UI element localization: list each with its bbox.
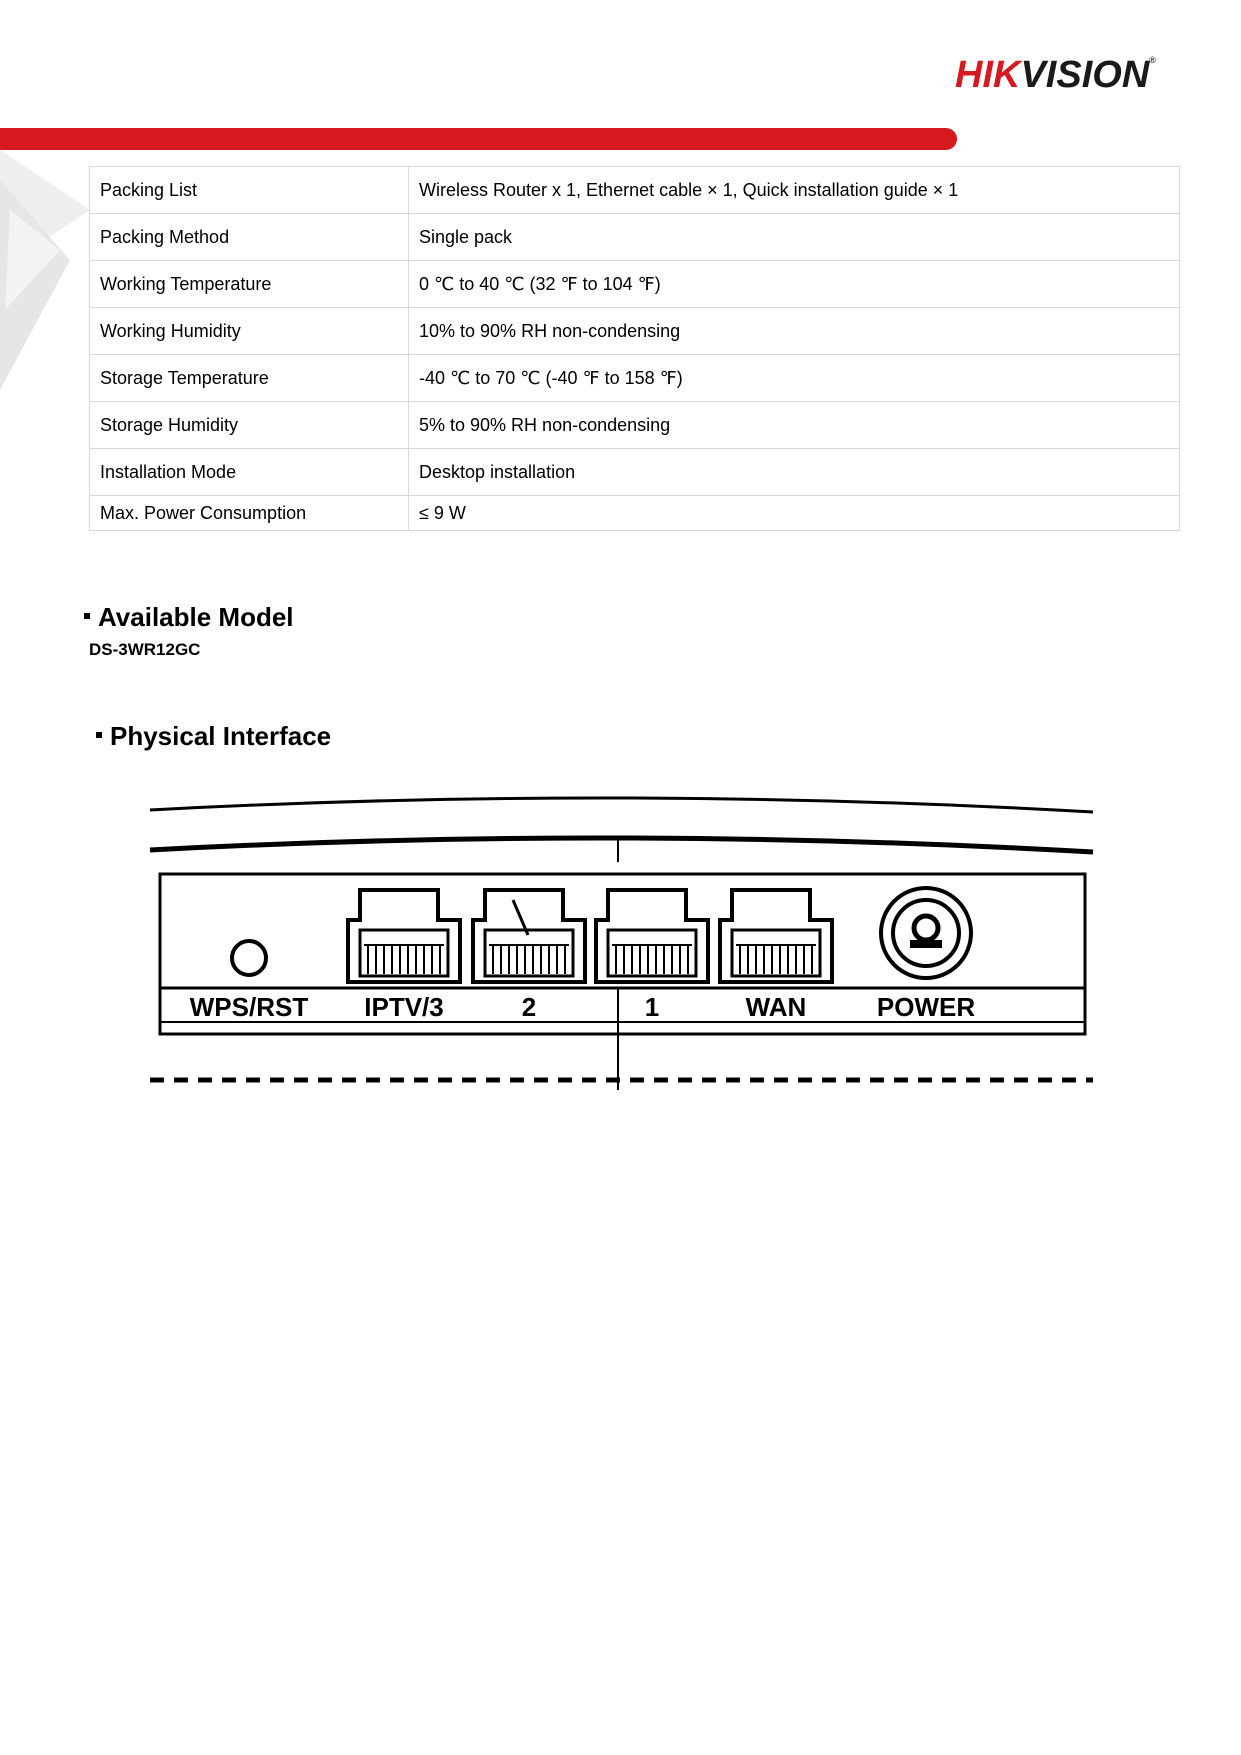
decorative-triangles (0, 150, 90, 390)
available-model-title: Available Model (98, 602, 294, 632)
logo-primary: HIK (955, 54, 1021, 96)
table-row (90, 449, 1180, 496)
available-model-heading (84, 604, 294, 630)
ethernet-port-icon (473, 890, 585, 982)
spec-table (89, 166, 1180, 531)
ethernet-port-icon (348, 890, 460, 982)
hikvision-logo (955, 56, 1156, 94)
spec-label: Packing List (90, 167, 409, 214)
power-jack-icon (881, 888, 971, 978)
spec-value: Single pack (409, 214, 1180, 261)
table-row (90, 355, 1180, 402)
table-row (90, 167, 1180, 214)
spec-label: Working Humidity (90, 308, 409, 355)
spec-value: Desktop installation (409, 449, 1180, 496)
ethernet-port-icon (720, 890, 832, 982)
port-label-iptv: IPTV/3 (364, 992, 444, 1022)
spec-label: Installation Mode (90, 449, 409, 496)
spec-label: Working Temperature (90, 261, 409, 308)
bullet-icon (84, 613, 90, 619)
spec-value: -40 ℃ to 70 ℃ (-40 ℉ to 158 ℉) (409, 355, 1180, 402)
logo-registered-mark: ® (1149, 55, 1156, 65)
spec-label: Storage Humidity (90, 402, 409, 449)
wps-button-icon (232, 941, 266, 975)
table-row (90, 214, 1180, 261)
router-rear-panel-diagram (148, 790, 1098, 1090)
physical-interface-title: Physical Interface (110, 721, 332, 751)
header-red-bar (0, 128, 957, 150)
logo-secondary: VISION (1020, 54, 1150, 96)
spec-label: Max. Power Consumption (90, 496, 409, 531)
spec-value: Wireless Router x 1, Ethernet cable × 1, Quick installation guide × 1 (409, 167, 1180, 214)
port-label-wan: WAN (745, 992, 807, 1022)
port-label-1: 1 (644, 992, 660, 1022)
physical-interface-heading (96, 723, 331, 749)
table-row (90, 402, 1180, 449)
spec-label: Packing Method (90, 214, 409, 261)
spec-value: 10% to 90% RH non-condensing (409, 308, 1180, 355)
port-label-power: POWER (876, 992, 976, 1022)
table-row (90, 308, 1180, 355)
spec-label: Storage Temperature (90, 355, 409, 402)
table-row (90, 261, 1180, 308)
spec-value: ≤ 9 W (409, 496, 1180, 531)
model-number: DS-3WR12GC (89, 640, 201, 659)
spec-value: 0 ℃ to 40 ℃ (32 ℉ to 104 ℉) (409, 261, 1180, 308)
port-label-2: 2 (521, 992, 537, 1022)
bullet-icon (96, 732, 102, 738)
ethernet-port-icon (596, 890, 708, 982)
port-label-wps: WPS/RST (189, 992, 309, 1022)
spec-value: 5% to 90% RH non-condensing (409, 402, 1180, 449)
table-row (90, 496, 1180, 531)
